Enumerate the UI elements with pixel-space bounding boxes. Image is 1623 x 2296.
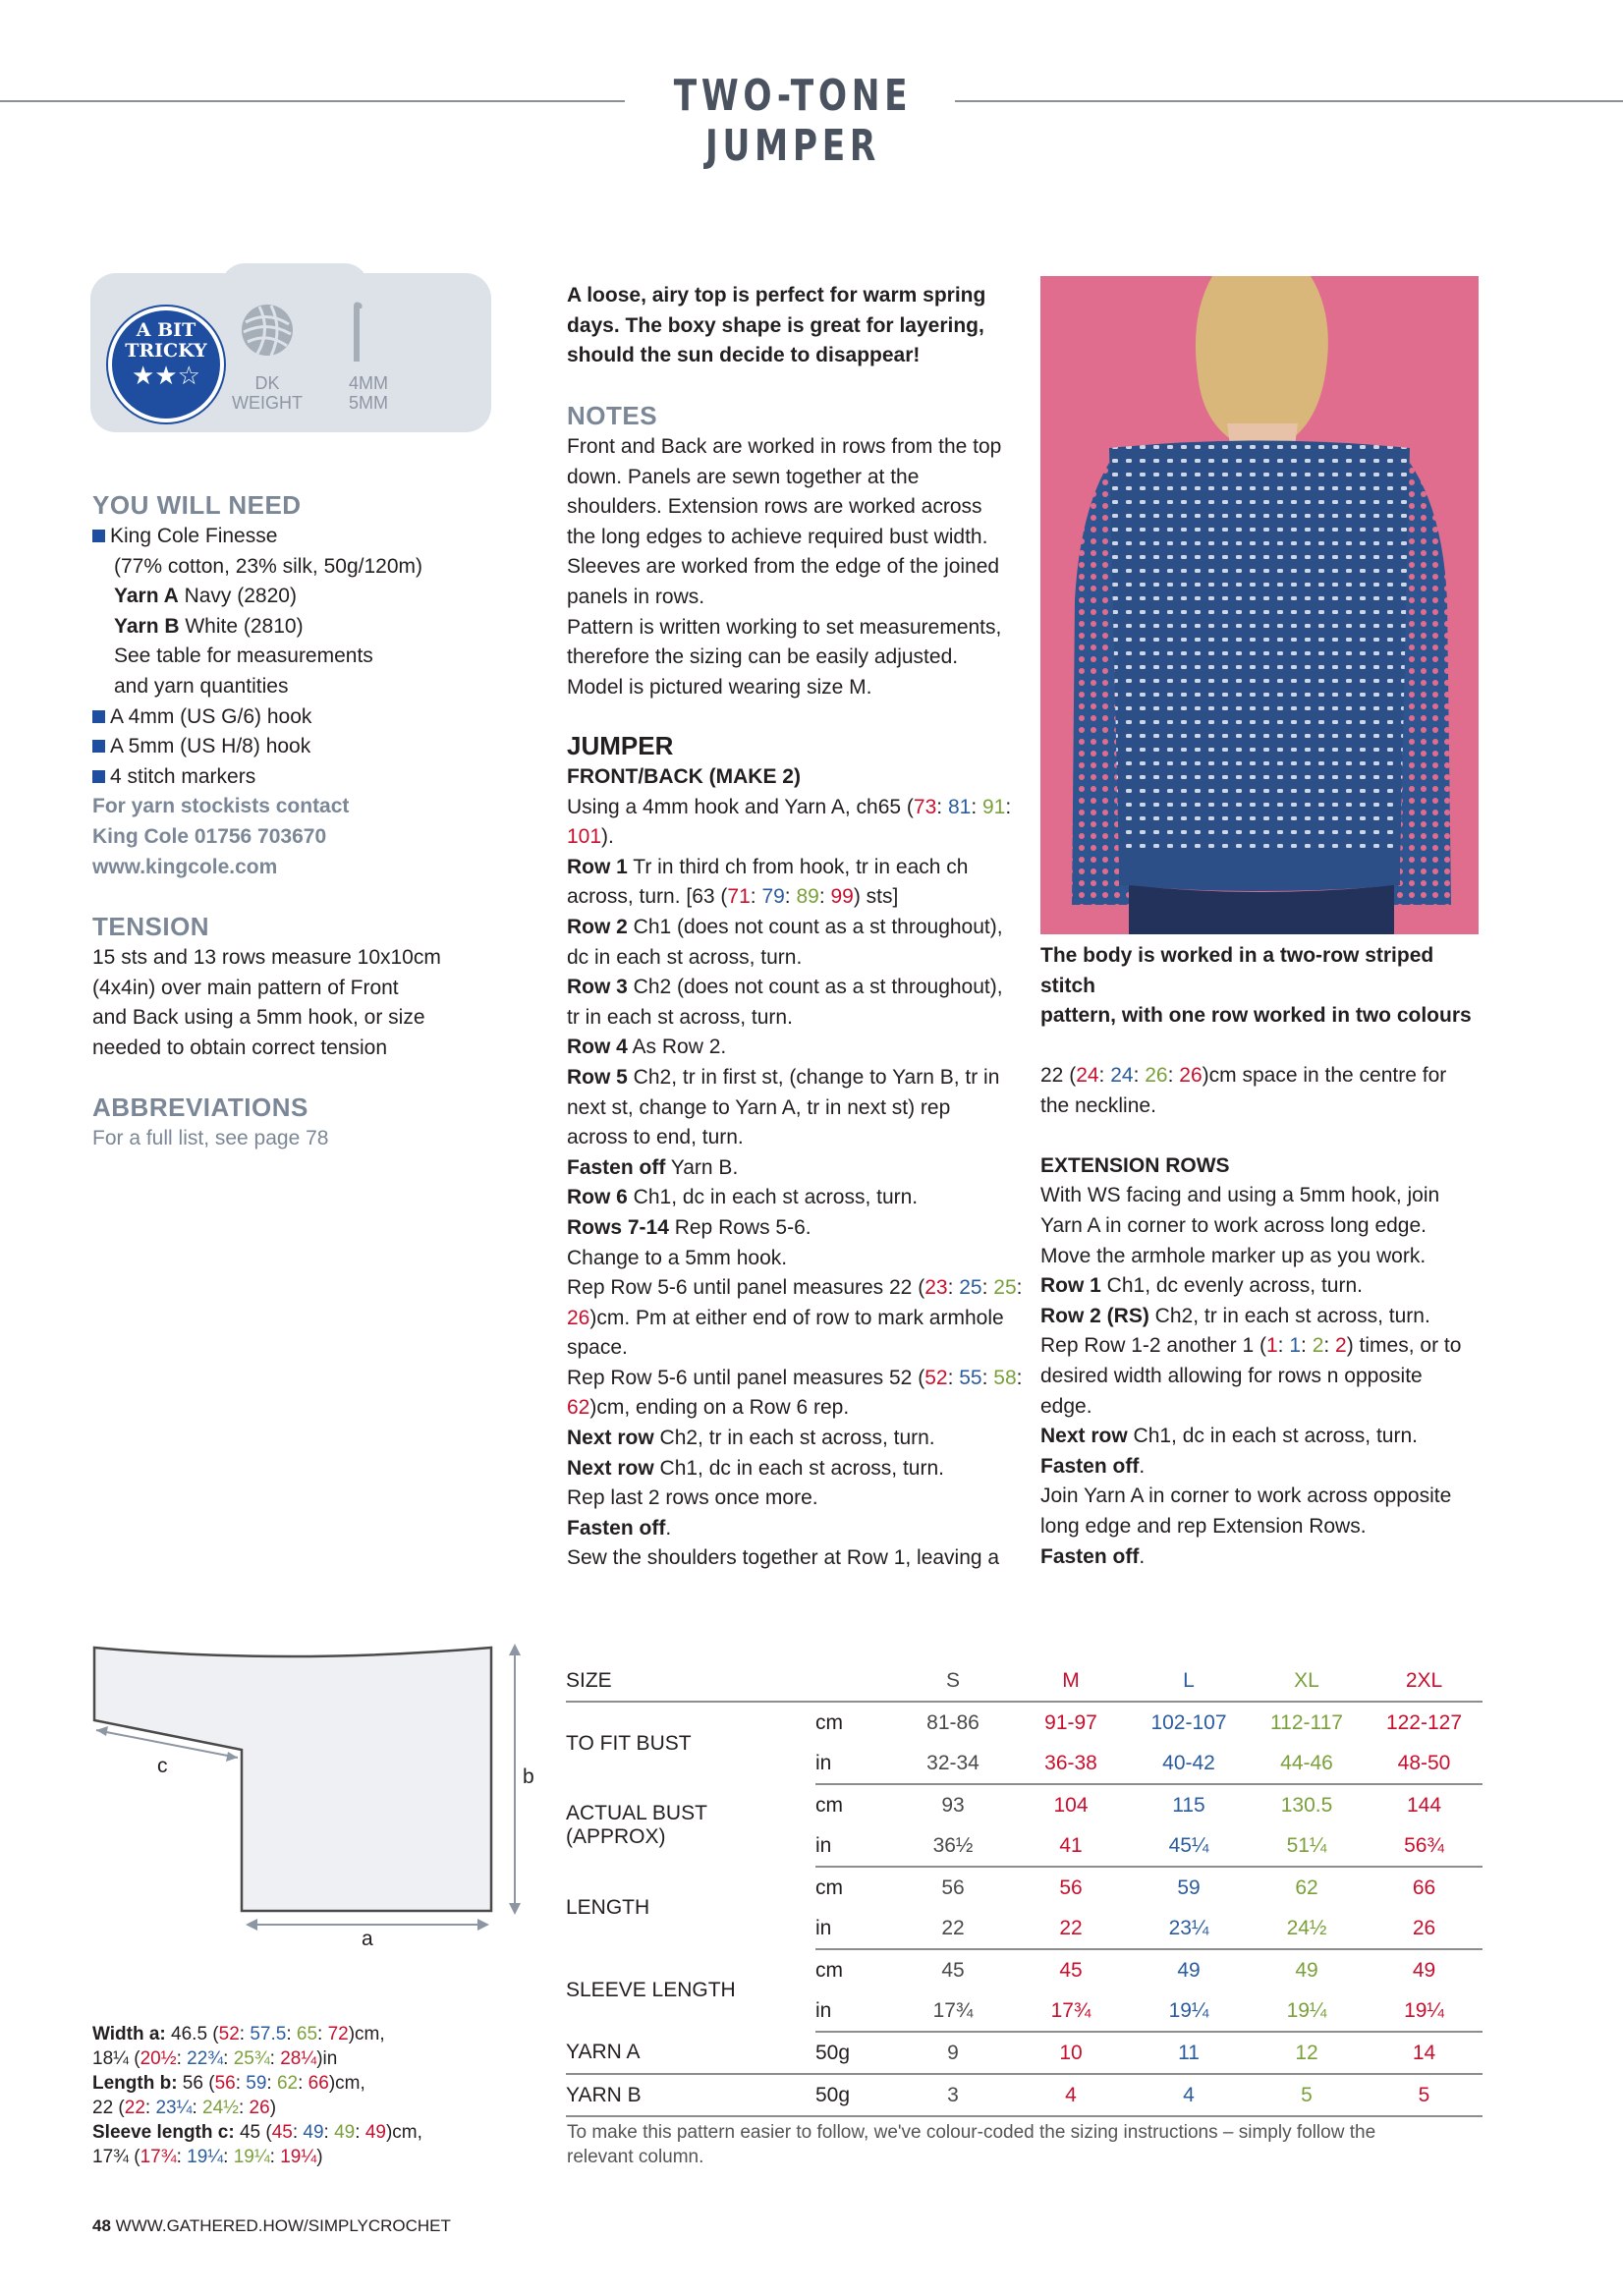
table-cell: 9	[894, 2032, 1012, 2074]
table-row	[566, 1949, 1483, 1990]
table-cell: 4	[1130, 2074, 1248, 2116]
row5-line3: across to end, turn.	[567, 1126, 744, 1149]
row1-line2: across, turn. [63 (71: 79: 89: 99) sts]	[567, 885, 899, 909]
hook-size-line2: 5MM	[349, 393, 388, 413]
table-cell: 45¼	[1130, 1825, 1248, 1867]
table-cell: 19¼	[1366, 1990, 1483, 2032]
ext-fasten-off-line2: Fasten off.	[1040, 1544, 1146, 1568]
intro-line: should the sun decide to disappear!	[567, 344, 921, 367]
you-will-need-heading: YOU WILL NEED	[92, 490, 302, 520]
rep2-line: Rep Row 5-6 until panel measures 52 (52: 55: 58:	[567, 1366, 1023, 1389]
length-line: Length b: 56 (56: 59: 62: 66)cm,	[92, 2073, 365, 2094]
rep2-line2: 62)cm, ending on a Row 6 rep.	[567, 1396, 850, 1420]
difficulty-line2: TRICKY	[125, 340, 207, 362]
table-cell: in	[815, 1990, 894, 2032]
item-yarn: King Cole Finesse	[110, 525, 278, 547]
table-cell	[815, 1660, 894, 1702]
table-cell: 81-86	[926, 1710, 979, 1734]
table-cell: TO FIT BUST	[566, 1731, 692, 1755]
intro-line: A loose, airy top is perfect for warm spring	[567, 284, 986, 307]
tension-line: 15 sts and 13 rows measure 10x10cm	[92, 946, 441, 969]
table-cell: 102-107	[1150, 1710, 1227, 1734]
tension-line: and Back using a 5mm hook, or size	[92, 1006, 425, 1030]
row3-line: Row 3 Ch2 (does not count as a st throughout),	[567, 976, 1003, 999]
table-cell: 49	[1412, 1958, 1436, 1982]
chain-line2: 101).	[567, 825, 614, 849]
notes-line: Model is pictured wearing size M.	[567, 675, 872, 699]
diagram-label-c: c	[157, 1755, 168, 1777]
bullet-icon	[92, 740, 105, 753]
next-row-line: Next row Ch2, tr in each st across, turn.	[567, 1427, 935, 1450]
table-cell: 62	[1295, 1876, 1318, 1899]
table-cell: 3	[894, 2074, 1012, 2116]
table-cell: 45	[1059, 1958, 1083, 1982]
bullet-icon	[92, 770, 105, 783]
table-cell: LENGTH	[566, 1896, 650, 1919]
table-cell: 26	[1366, 1908, 1483, 1949]
you-will-need-section	[92, 488, 466, 882]
join-line2: long edge and rep Extension Rows.	[1040, 1514, 1367, 1538]
caption-line: pattern, with one row worked in two colours	[1040, 1004, 1472, 1028]
caption-line: The body is worked in a two-row striped stitch	[1040, 944, 1434, 997]
item-hook-5mm: A 5mm (US H/8) hook	[110, 735, 311, 758]
weight-line2: WEIGHT	[232, 393, 303, 413]
model-photo	[1040, 276, 1479, 934]
ext-row1-line: Row 1 Ch1, dc evenly across, turn.	[1040, 1274, 1363, 1298]
table-cell: cm	[815, 1710, 843, 1734]
tension-line: needed to obtain correct tension	[92, 1036, 388, 1059]
table-cell: 49	[1177, 1958, 1201, 1982]
intro-section	[567, 281, 1019, 371]
ext-rep-line2: desired width allowing for rows n opposite	[1040, 1364, 1423, 1387]
ext-rep-line: Rep Row 1-2 another 1 (1: 1: 2: 2) times, or to	[1040, 1334, 1462, 1358]
stockists-line1: For yarn stockists contact	[92, 795, 350, 818]
ext-fasten-off-line: Fasten off.	[1040, 1454, 1146, 1478]
table-row	[566, 2032, 1483, 2074]
table-header-row	[566, 1660, 1483, 1702]
table-cell: 32-34	[894, 1743, 1012, 1784]
table-cell: YARN A	[566, 2032, 815, 2074]
intro-line: days. The boxy shape is great for layering,	[567, 313, 984, 337]
footnote-line: To make this pattern easier to follow, we've colour-coded the sizing instructions – simply follow the	[567, 2122, 1376, 2143]
table-cell: 112-117	[1270, 1710, 1343, 1734]
row2-line: Row 2 Ch1 (does not count as a st throughout),	[567, 915, 1003, 938]
table-cell: 91-97	[1044, 1710, 1097, 1734]
table-cell: 22	[894, 1908, 1012, 1949]
table-row	[566, 1702, 1483, 1743]
row1-line: Row 1 Tr in third ch from hook, tr in each ch	[567, 855, 969, 878]
table-cell: 51¼	[1248, 1825, 1366, 1867]
table-cell: 56¾	[1366, 1825, 1483, 1867]
table-cell: 122-127	[1385, 1710, 1463, 1734]
schematic-diagram	[88, 1636, 531, 1950]
header-rule-right	[955, 100, 1623, 102]
header-rule-left	[0, 100, 625, 102]
footnote-line: relevant column.	[567, 2147, 704, 2167]
notes-line: Pattern is written working to set measurements,	[567, 615, 1002, 639]
yarn-b-line: Yarn B White (2810)	[114, 614, 304, 638]
table-cell: SIZE	[566, 1660, 815, 1702]
table-cell: ACTUAL BUST (APPROX)	[566, 1802, 707, 1848]
notes-line: therefore the sizing can be easily adjusted.	[567, 645, 959, 669]
next-row-line2: Next row Ch1, dc in each st across, turn.	[567, 1456, 944, 1480]
table-cell: in	[815, 1743, 894, 1784]
table-cell: 22	[1012, 1908, 1130, 1949]
rep1-line: Rep Row 5-6 until panel measures 22 (23: 25: 25:	[567, 1276, 1023, 1300]
table-cell: 17¾	[1012, 1990, 1130, 2032]
length-line2: 22 (22: 23¼: 24½: 26)	[92, 2098, 277, 2118]
item-hook-4mm: A 4mm (US G/6) hook	[110, 704, 312, 728]
see-table-line: See table for measurements	[114, 644, 373, 668]
table-cell: 56	[941, 1876, 965, 1899]
row5-line2: next st, change to Yarn A, tr in next st) rep	[567, 1095, 951, 1119]
extension-section	[1040, 1061, 1492, 1572]
table-cell: SLEEVE LENGTH	[566, 1979, 736, 2001]
table-cell: cm	[815, 1793, 843, 1817]
ext-line: Yarn A in corner to work across long edge.	[1040, 1213, 1427, 1237]
stockists-phone: King Cole 01756 703670	[92, 824, 327, 848]
sleeve-line: Sleeve length c: 45 (45: 49: 49: 49)cm,	[92, 2122, 422, 2143]
table-cell: 50g	[815, 2032, 894, 2074]
notes-line: Front and Back are worked in rows from the top	[567, 435, 1002, 458]
item-markers: 4 stitch markers	[110, 764, 256, 788]
crochet-hook-icon	[344, 301, 373, 365]
sew-line: Sew the shoulders together at Row 1, leaving a	[567, 1546, 1000, 1570]
table-cell: 2XL	[1366, 1660, 1483, 1702]
table-cell: 66	[1412, 1876, 1436, 1899]
ext-rep-line3: edge.	[1040, 1394, 1092, 1418]
fasten-off-line2: Fasten off.	[567, 1516, 672, 1540]
table-cell: M	[1012, 1660, 1130, 1702]
neckline-line2: the neckline.	[1040, 1093, 1156, 1117]
notes-line: the long edges to achieve required bust width.	[567, 525, 988, 548]
table-cell: L	[1130, 1660, 1248, 1702]
notes-line: panels in rows.	[567, 585, 705, 608]
bullet-icon	[92, 710, 105, 723]
table-cell: 104	[1053, 1793, 1089, 1817]
tension-line: (4x4in) over main pattern of Front	[92, 976, 399, 999]
row4-line: Row 4 As Row 2.	[567, 1036, 727, 1059]
notes-line: Sleeves are worked from the edge of the joined	[567, 555, 1000, 579]
abbreviations-heading: ABBREVIATIONS	[92, 1092, 308, 1122]
difficulty-line1: A BIT	[136, 319, 196, 341]
front-back-subheading: FRONT/BACK (MAKE 2)	[567, 765, 801, 788]
rows7-14-line: Rows 7-14 Rep Rows 5-6.	[567, 1215, 812, 1239]
fasten-off-line: Fasten off Yarn B.	[567, 1155, 739, 1179]
see-table-line2: and yarn quantities	[114, 674, 289, 698]
table-row	[566, 1784, 1483, 1825]
table-cell: 41	[1012, 1825, 1130, 1867]
bullet-icon	[92, 530, 105, 542]
abbreviations-section	[92, 1091, 466, 1154]
table-cell: in	[815, 1825, 894, 1867]
table-cell: 56	[1059, 1876, 1083, 1899]
table-cell: 59	[1177, 1876, 1201, 1899]
table-footnote	[567, 2120, 1481, 2169]
table-cell: 36½	[894, 1825, 1012, 1867]
table-cell: 50g	[815, 2074, 894, 2116]
table-cell: 144	[1406, 1793, 1442, 1817]
table-cell: 45	[941, 1958, 965, 1982]
row5-line: Row 5 Ch2, tr in first st, (change to Yarn B, tr in	[567, 1065, 1000, 1089]
yarn-ball-icon	[238, 301, 297, 360]
table-cell: 130.5	[1280, 1793, 1333, 1817]
ext-line: Move the armhole marker up as you work.	[1040, 1244, 1427, 1267]
table-cell: 14	[1366, 2032, 1483, 2074]
tension-section	[92, 910, 466, 1063]
table-cell: S	[894, 1660, 1012, 1702]
table-cell: 49	[1295, 1958, 1318, 1982]
footer-url[interactable]: WWW.GATHERED.HOW/SIMPLYCROCHET	[110, 2216, 451, 2235]
diagram-label-a: a	[362, 1928, 373, 1950]
sleeve-line2: 17¾ (17¾: 19¼: 19¼: 19¼)	[92, 2147, 323, 2167]
table-cell: 19¼	[1248, 1990, 1366, 2032]
page-number: 48	[92, 2216, 111, 2235]
diagram-label-b: b	[523, 1765, 534, 1788]
table-cell: cm	[815, 1958, 843, 1982]
tension-heading: TENSION	[92, 912, 210, 941]
page-footer	[92, 2216, 451, 2236]
rep1-line2: 26)cm. Pm at either end of row to mark armhole	[567, 1306, 1004, 1329]
table-cell: 93	[941, 1793, 965, 1817]
table-cell: XL	[1248, 1660, 1366, 1702]
hook-size-line1: 4MM	[349, 373, 388, 393]
weight-line1: DK	[254, 373, 280, 393]
yarn-a-line: Yarn A Navy (2820)	[114, 585, 297, 608]
row2-line2: dc in each st across, turn.	[567, 945, 803, 969]
chain-line: Using a 4mm hook and Yarn A, ch65 (73: 81: 91:	[567, 795, 1012, 818]
jumper-section	[567, 729, 1029, 1574]
table-row	[566, 2074, 1483, 2116]
extension-rows-heading: EXTENSION ROWS	[1040, 1153, 1230, 1177]
notes-heading: NOTES	[567, 401, 658, 430]
width-line2: 18¼ (20½: 22¾: 25¾: 28¼)in	[92, 2048, 338, 2069]
diagram-measurements	[92, 2022, 485, 2169]
table-row	[566, 1867, 1483, 1908]
table-cell: 5	[1248, 2074, 1366, 2116]
table-cell: in	[815, 1908, 894, 1949]
abbreviations-text: For a full list, see page 78	[92, 1127, 329, 1149]
table-cell: 23¼	[1130, 1908, 1248, 1949]
item-yarn-detail: (77% cotton, 23% silk, 50g/120m)	[114, 554, 422, 578]
notes-section	[567, 399, 1019, 702]
table-cell: YARN B	[566, 2074, 815, 2116]
width-line: Width a: 46.5 (52: 57.5: 65: 72)cm,	[92, 2024, 385, 2044]
neckline-line: 22 (24: 24: 26: 26)cm space in the centre for	[1040, 1064, 1447, 1087]
size-table	[566, 1660, 1483, 2117]
table-cell: 36-38	[1012, 1743, 1130, 1784]
ext-next-row-line: Next row Ch1, dc in each st across, turn.	[1040, 1425, 1418, 1448]
table-cell: 115	[1172, 1793, 1205, 1817]
table-cell: 24½	[1248, 1908, 1366, 1949]
ext-row2-line: Row 2 (RS) Ch2, tr in each st across, turn.	[1040, 1304, 1430, 1327]
table-cell: 5	[1366, 2074, 1483, 2116]
change-hook-line: Change to a 5mm hook.	[567, 1246, 788, 1269]
table-cell: 48-50	[1366, 1743, 1483, 1784]
difficulty-stars: ★★☆	[132, 362, 200, 391]
table-cell: 11	[1130, 2032, 1248, 2074]
rep-last-line: Rep last 2 rows once more.	[567, 1486, 818, 1510]
row3-line2: tr in each st across, turn.	[567, 1005, 793, 1029]
table-cell: 40-42	[1130, 1743, 1248, 1784]
ext-line: With WS facing and using a 5mm hook, join	[1040, 1184, 1440, 1207]
table-cell: 19¼	[1130, 1990, 1248, 2032]
table-cell: cm	[815, 1876, 843, 1899]
notes-line: down. Panels are sewn together at the	[567, 465, 920, 488]
rep1-line3: space.	[567, 1336, 628, 1360]
table-cell: 4	[1012, 2074, 1130, 2116]
photo-caption	[1040, 941, 1492, 1032]
table-cell: 12	[1248, 2032, 1366, 2074]
table-cell: 44-46	[1248, 1743, 1366, 1784]
row6-line: Row 6 Ch1, dc in each st across, turn.	[567, 1186, 919, 1209]
notes-line: shoulders. Extension rows are worked across	[567, 495, 982, 519]
table-cell: 10	[1012, 2032, 1130, 2074]
page-title: TWO-TONE JUMPER	[673, 71, 913, 171]
stockists-link[interactable]: www.kingcole.com	[92, 855, 278, 878]
jumper-heading: JUMPER	[567, 731, 674, 760]
join-line: Join Yarn A in corner to work across opposite	[1040, 1484, 1452, 1508]
table-cell: 17¾	[894, 1990, 1012, 2032]
